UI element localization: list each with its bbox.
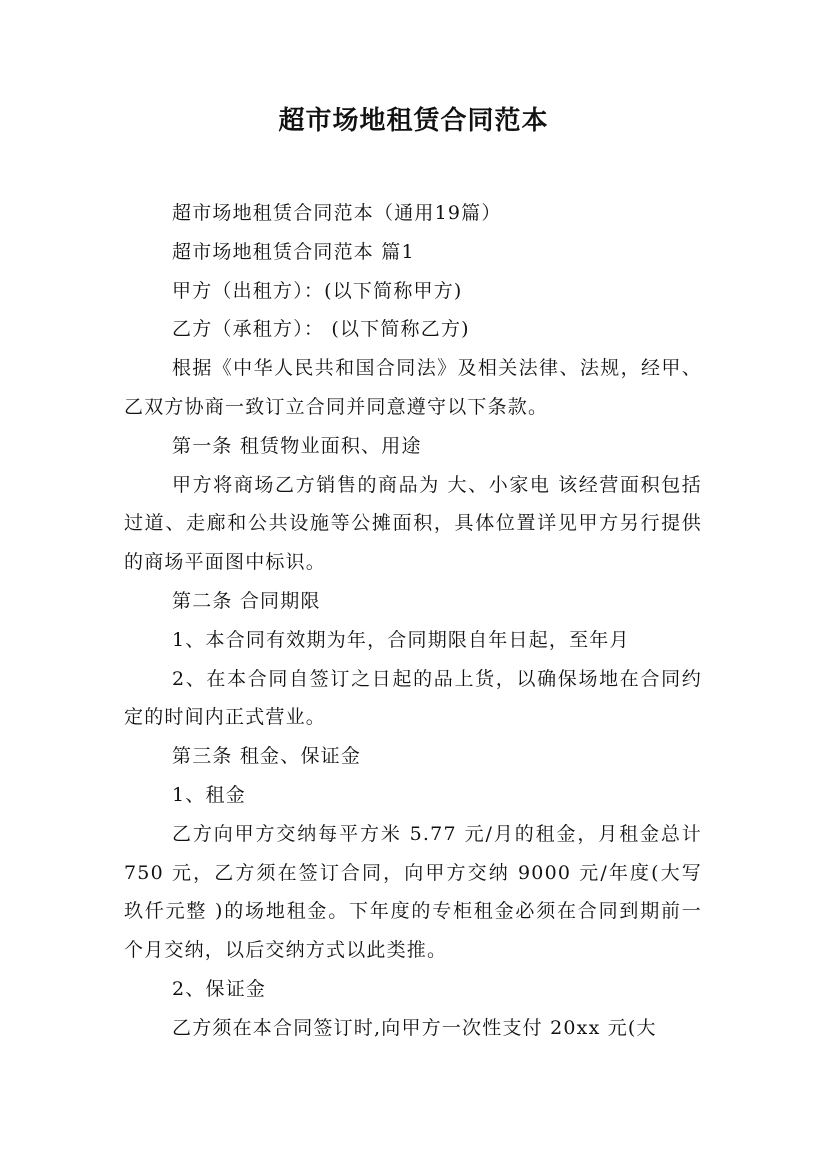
paragraph-party-a: 甲方（出租方）：(以下简称甲方) (172, 279, 463, 302)
paragraph-subtitle: 超市场地租赁合同范本（通用19篇） (172, 202, 502, 224)
document-body (124, 194, 702, 1048)
article-2-heading: 第二条 合同期限 (172, 589, 321, 612)
document-title: 超市场地租赁合同范本 (278, 106, 549, 136)
article-3-rent-heading: 1、租金 (172, 783, 246, 806)
article-2-item-2: 2、在本合同自签订之日起的品上货，以确保场地在合同约定的时间内正式营业。 (124, 667, 702, 729)
article-3-rent-text: 乙方向甲方交纳每平方米 5.77 元/月的租金，月租金总计 750 元，乙方须在签订合同，向甲方交纳 9000 元/年度(大写 玖仟元整 )的场地租金。下年度的专柜租金必须在合同到期前一个月交纳，以后交纳方式以此类推。 (124, 822, 702, 962)
article-1-text: 甲方将商场乙方销售的商品为 大、小家电 该经营面积包括过道、走廊和公共设施等公摊面积，具体位置详见甲方另行提供的商场平面图中标识。 (124, 473, 702, 574)
article-3-deposit-text: 乙方须在本合同签订时,向甲方一次性支付 20xx 元(大 (172, 1016, 657, 1039)
paragraph-party-b: 乙方（承租方）： (以下简称乙方) (172, 318, 470, 341)
article-2-item-1: 1、本合同有效期为年，合同期限自年日起，至年月 (172, 628, 630, 651)
article-3-heading: 第三条 租金、保证金 (172, 745, 362, 768)
paragraph-preamble: 根据《中华人民共和国合同法》及相关法律、法规，经甲、乙双方协商一致订立合同并同意遵守以下条款。 (124, 357, 702, 418)
paragraph-section-heading: 超市场地租赁合同范本 篇1 (172, 240, 415, 263)
article-1-heading: 第一条 租赁物业面积、用途 (172, 434, 422, 457)
article-3-deposit-heading: 2、保证金 (172, 977, 267, 1000)
